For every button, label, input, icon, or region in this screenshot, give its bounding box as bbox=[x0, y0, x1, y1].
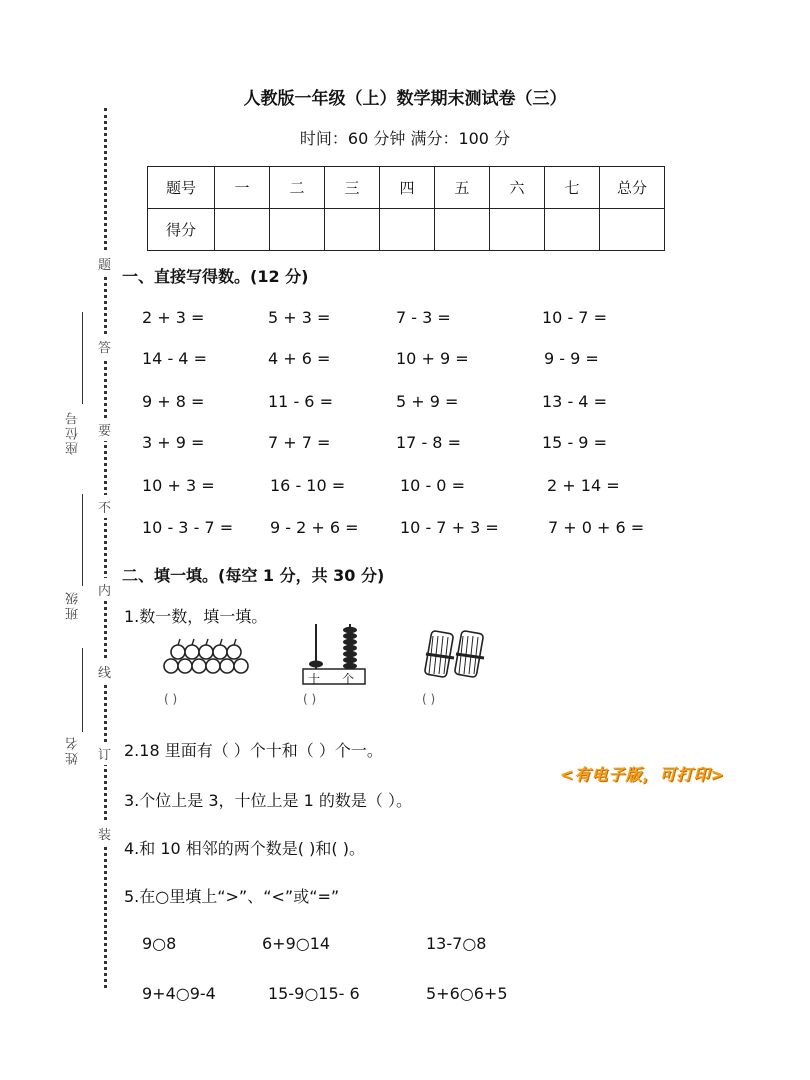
compare-item: 9+4○9-4 bbox=[142, 984, 216, 1003]
table-header-cell: 三 bbox=[325, 167, 380, 209]
section-1-title: 一、直接写得数。(12 分) bbox=[122, 267, 309, 286]
answer-blank[interactable]: ( ) bbox=[422, 692, 436, 706]
class-field-line[interactable] bbox=[82, 494, 83, 586]
table-row bbox=[148, 209, 665, 251]
arithmetic-item: 3 + 9 = bbox=[142, 433, 205, 452]
table-header-cell: 五 bbox=[435, 167, 490, 209]
score-cell[interactable] bbox=[270, 209, 325, 251]
arithmetic-item: 5 + 9 = bbox=[396, 392, 459, 411]
arithmetic-item: 10 - 0 = bbox=[400, 476, 465, 495]
arithmetic-item: 14 - 4 = bbox=[142, 349, 207, 368]
stick-bundles-picture bbox=[424, 628, 494, 680]
time-info: 时间：60 分钟 满分：100 分 bbox=[299, 129, 511, 148]
abacus-tens-label: 十 bbox=[308, 672, 321, 686]
arithmetic-item: 13 - 4 = bbox=[542, 392, 607, 411]
question-3: 3.个位上是 3，十位上是 1 的数是（ ）。 bbox=[124, 791, 412, 810]
score-cell[interactable] bbox=[490, 209, 545, 251]
compare-item: 6+9○14 bbox=[262, 934, 331, 953]
score-cell[interactable] bbox=[380, 209, 435, 251]
table-row-label: 得分 bbox=[148, 209, 215, 251]
binding-char: 装 bbox=[98, 822, 111, 845]
page-title: 人教版一年级（上）数学期末测试卷（三） bbox=[243, 89, 567, 109]
arithmetic-item: 5 + 3 = bbox=[268, 308, 331, 327]
binding-dotted-line bbox=[104, 108, 107, 988]
binding-char: 内 bbox=[98, 578, 111, 601]
compare-item: 13-7○8 bbox=[426, 934, 487, 953]
binding-char: 订 bbox=[98, 742, 111, 765]
answer-blank[interactable]: ( ) bbox=[303, 692, 317, 706]
abacus-ones-label: 个 bbox=[342, 672, 355, 686]
binding-char: 线 bbox=[98, 660, 111, 683]
arithmetic-item: 10 + 3 = bbox=[142, 476, 215, 495]
question-1: 1.数一数，填一填。 bbox=[124, 607, 268, 626]
class-label: 班级 bbox=[66, 590, 81, 620]
question-2: 2.18 里面有（ ）个十和（ ）个一。 bbox=[124, 741, 383, 760]
answer-blank[interactable]: ( ) bbox=[164, 692, 178, 706]
arithmetic-item: 11 - 6 = bbox=[268, 392, 333, 411]
table-header-cell: 六 bbox=[490, 167, 545, 209]
arithmetic-item: 2 + 14 = bbox=[547, 476, 620, 495]
table-header-cell: 总分 bbox=[600, 167, 665, 209]
arithmetic-item: 4 + 6 = bbox=[268, 349, 331, 368]
arithmetic-item: 15 - 9 = bbox=[542, 433, 607, 452]
arithmetic-item: 9 - 9 = bbox=[544, 349, 599, 368]
arithmetic-item: 10 - 7 + 3 = bbox=[400, 518, 499, 537]
arithmetic-item: 16 - 10 = bbox=[270, 476, 346, 495]
arithmetic-item: 9 + 8 = bbox=[142, 392, 205, 411]
question-4: 4.和 10 相邻的两个数是( )和( )。 bbox=[124, 839, 365, 858]
question-5: 5.在○里填上“>”、“<”或“=” bbox=[124, 887, 340, 906]
arithmetic-item: 10 - 3 - 7 = bbox=[142, 518, 234, 537]
score-cell[interactable] bbox=[435, 209, 490, 251]
arithmetic-item: 17 - 8 = bbox=[396, 433, 461, 452]
arithmetic-item: 7 + 0 + 6 = bbox=[548, 518, 645, 537]
table-header-cell: 四 bbox=[380, 167, 435, 209]
binding-char: 题 bbox=[98, 252, 111, 275]
arithmetic-item: 2 + 3 = bbox=[142, 308, 205, 327]
score-cell[interactable] bbox=[545, 209, 600, 251]
arithmetic-item: 10 - 7 = bbox=[542, 308, 607, 327]
table-header-cell: 七 bbox=[545, 167, 600, 209]
table-row bbox=[148, 167, 665, 209]
seat-number-field-line[interactable] bbox=[82, 312, 83, 404]
compare-item: 15-9○15- 6 bbox=[268, 984, 360, 1003]
binding-char: 答 bbox=[98, 335, 111, 358]
seat-number-label: 座位号 bbox=[66, 410, 81, 455]
score-cell[interactable] bbox=[325, 209, 380, 251]
compare-item: 5+6○6+5 bbox=[426, 984, 508, 1003]
arithmetic-item: 7 + 7 = bbox=[268, 433, 331, 452]
score-cell[interactable] bbox=[600, 209, 665, 251]
apples-picture bbox=[158, 636, 250, 680]
arithmetic-item: 9 - 2 + 6 = bbox=[270, 518, 359, 537]
table-header-cell: 二 bbox=[270, 167, 325, 209]
name-field-line[interactable] bbox=[82, 648, 83, 732]
binding-char: 不 bbox=[98, 495, 111, 518]
table-header-cell: 一 bbox=[215, 167, 270, 209]
score-cell[interactable] bbox=[215, 209, 270, 251]
binding-char: 要 bbox=[98, 418, 111, 441]
arithmetic-item: 10 + 9 = bbox=[396, 349, 469, 368]
score-table bbox=[147, 166, 665, 251]
compare-item: 9○8 bbox=[142, 934, 177, 953]
section-2-title: 二、填一填。(每空 1 分，共 30 分) bbox=[122, 566, 385, 585]
arithmetic-item: 7 - 3 = bbox=[396, 308, 451, 327]
name-label: 姓名 bbox=[66, 735, 81, 765]
watermark: <有电子版，可打印> bbox=[560, 765, 725, 784]
table-header-cell: 题号 bbox=[148, 167, 215, 209]
